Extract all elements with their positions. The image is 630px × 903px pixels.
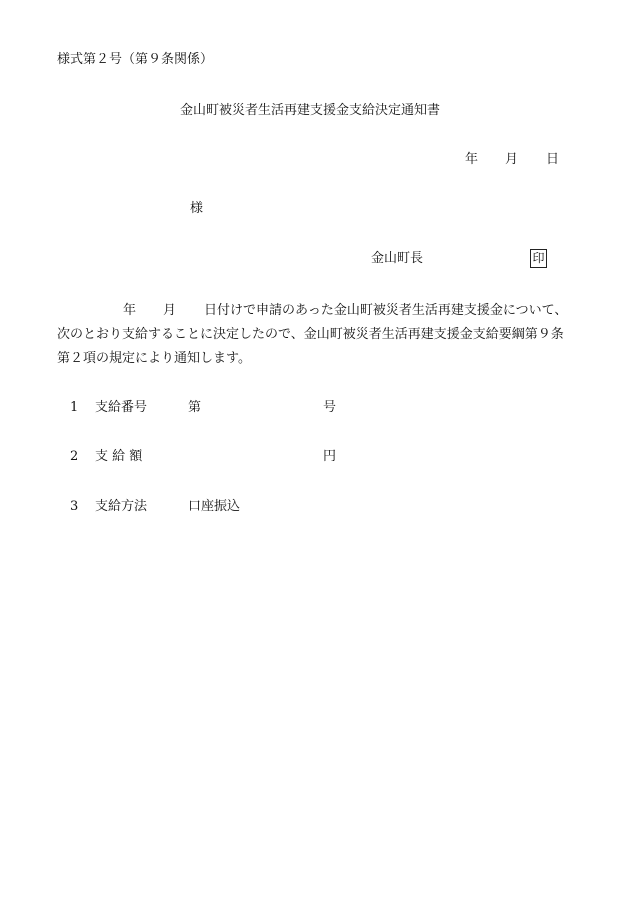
item-number: 2 xyxy=(70,449,79,464)
item-payment-amount xyxy=(70,450,188,463)
item-label: 支 給 額 xyxy=(95,449,143,464)
body-text xyxy=(57,299,587,371)
form-number: 様式第２号（第９条関係） xyxy=(57,52,214,67)
item-payment-amount-suffix: 円 xyxy=(323,449,337,464)
date-day-label: 日 xyxy=(546,152,560,167)
item-payment-number-suffix: 号 xyxy=(323,400,337,415)
body-line-2: 次のとおり支給することに決定したので、金山町被災者生活再建支援金支給要綱第９条 xyxy=(57,327,564,342)
body-line-3: 第２項の規定により通知します。 xyxy=(57,351,251,366)
item-value: 口座振込 xyxy=(188,499,241,514)
item-label: 支給方法 xyxy=(95,499,148,514)
item-payment-method xyxy=(70,500,240,513)
item-value: 第 xyxy=(188,400,202,415)
item-payment-number xyxy=(70,401,201,414)
body-line-1 xyxy=(57,299,587,323)
date-year-label: 年 xyxy=(465,152,479,167)
body-line-1-text: 日付けで申請のあった金山町被災者生活再建支援金について、 xyxy=(204,303,568,318)
body-month-label: 月 xyxy=(163,303,177,318)
item-label: 支給番号 xyxy=(95,400,148,415)
issuer-name: 金山町長 xyxy=(371,251,424,266)
document-title: 金山町被災者生活再建支援金支給決定通知書 xyxy=(180,103,441,118)
date-month-label: 月 xyxy=(505,152,519,167)
item-number: 1 xyxy=(70,400,79,415)
date-line xyxy=(465,153,559,166)
item-number: 3 xyxy=(70,499,79,514)
addressee-suffix: 様 xyxy=(190,201,204,216)
seal-mark: 印 xyxy=(530,249,547,268)
body-year-label: 年 xyxy=(123,303,137,318)
